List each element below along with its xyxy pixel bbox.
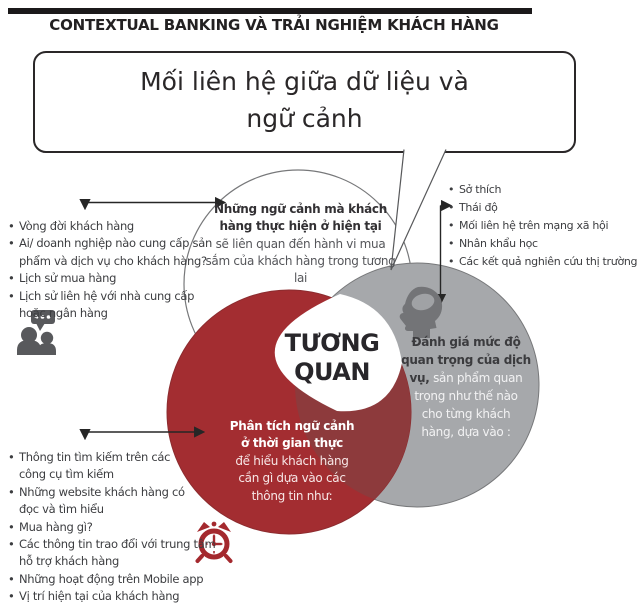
list-item: [448, 253, 640, 271]
bullet: •: [8, 271, 15, 286]
list-item: [8, 536, 248, 553]
text-line: [390, 387, 542, 405]
list-right: [448, 181, 640, 271]
text-line: [390, 351, 542, 369]
list-item-text: Lịch sử liên hệ với nhà cung cấp: [19, 288, 195, 303]
list-item-text: hỗ trợ khách hàng: [19, 554, 119, 569]
list-item: [8, 270, 243, 287]
bullet: •: [448, 183, 455, 196]
list-item-text: Nhân khẩu học: [459, 237, 538, 250]
list-item-text: công cụ tìm kiếm: [19, 467, 114, 482]
list-item-continuation: [8, 305, 243, 322]
text-line: [390, 333, 542, 351]
list-item-text: Các thông tin trao đổi với trung tâm: [19, 537, 216, 552]
list-item-text: Mối liên hệ trên mạng xã hội: [459, 219, 609, 232]
list-item: [448, 199, 640, 217]
gray-circle-text: [390, 333, 542, 441]
list-item-text: Vị trí hiện tại của khách hàng: [19, 589, 180, 604]
list-item-text: Thông tin tìm kiếm trên các: [19, 450, 171, 464]
bullet: •: [8, 537, 15, 552]
list-item-text: hoặc ngân hàng: [19, 306, 108, 321]
list-item: [448, 217, 640, 235]
list-item: [8, 235, 243, 252]
list-item-text: Các kết quả nghiên cứu thị trường: [459, 255, 638, 268]
bullet: •: [8, 519, 15, 534]
list-item-text: Mua hàng gì?: [19, 519, 93, 534]
bullet: •: [8, 236, 15, 251]
text-segment: hàng, dựa vào :: [421, 425, 511, 439]
text-segment: trọng như thế nào: [414, 389, 518, 403]
bullet: •: [8, 450, 15, 464]
list-item-continuation: [8, 253, 243, 270]
text-segment: để hiểu khách hàng: [235, 453, 349, 468]
text-segment: vụ,: [409, 371, 430, 385]
bullet: •: [448, 237, 455, 250]
list-item-text: Ai/ doanh nghiệp nào cung cấp sản: [19, 236, 212, 251]
title-line-2: ngữ cảnh: [246, 104, 363, 133]
list-item-text: Lịch sử mua hàng: [19, 271, 117, 286]
text-line: [193, 201, 408, 218]
text-segment: sản phẩm quan: [429, 371, 523, 385]
text-segment: cho từng khách: [421, 407, 511, 421]
text-line: [390, 369, 542, 387]
text-segment: Đánh giá mức độ: [411, 335, 521, 349]
text-segment: lai: [293, 271, 308, 286]
list-item-continuation: [8, 553, 248, 570]
list-item-text: đọc và tìm hiểu: [19, 502, 104, 517]
text-line: [212, 418, 372, 435]
center-label: [268, 329, 396, 386]
list-item: [8, 588, 248, 605]
bullet: •: [8, 219, 15, 233]
text-line: [390, 405, 542, 423]
list-item: [8, 519, 248, 536]
header-title: CONTEXTUAL BANKING VÀ TRẢI NGHIỆM KHÁCH HÀNG: [49, 16, 499, 34]
list-item-text: Những website khách hàng có: [19, 484, 185, 499]
text-segment: quan trọng của dịch: [401, 353, 531, 367]
text-segment: hàng thực hiện ở hiện tại: [219, 219, 382, 234]
center-label-line-2: QUAN: [294, 357, 370, 386]
list-item: [8, 218, 243, 235]
text-segment: Phân tích ngữ cảnh: [229, 419, 355, 433]
list-item-continuation: [8, 501, 248, 518]
bullet: •: [8, 589, 15, 604]
text-segment: sắm của khách hàng trong tương: [205, 253, 396, 268]
text-segment: thông tin như:: [251, 488, 333, 503]
bullet: •: [8, 571, 15, 586]
bullet: •: [8, 484, 15, 499]
text-segment: ở thời gian thực: [241, 436, 343, 451]
list-item-continuation: [8, 466, 248, 483]
text-segment: cần gì dựa vào các: [238, 471, 346, 486]
list-top-left: [8, 218, 243, 322]
list-item: [448, 235, 640, 253]
text-line: [390, 423, 542, 441]
title-line-1: Mối liên hệ giữa dữ liệu và: [140, 67, 469, 96]
list-item-text: Vòng đời khách hàng: [19, 219, 134, 233]
list-item: [8, 571, 248, 588]
bullet: •: [448, 201, 455, 214]
list-item: [448, 181, 640, 199]
list-item-text: Sở thích: [459, 183, 502, 196]
bullet: •: [448, 219, 455, 232]
list-item-text: phẩm và dịch vụ cho khách hàng?: [19, 253, 207, 268]
list-item-text: Thái độ: [459, 201, 498, 214]
list-bottom-left: [8, 449, 248, 606]
list-item-text: Những hoạt động trên Mobile app: [19, 571, 204, 586]
bullet: •: [8, 288, 15, 303]
bullet: •: [448, 255, 455, 268]
text-segment: Những ngữ cảnh mà khách: [214, 202, 387, 216]
list-item: [8, 484, 248, 501]
text-segment: sẽ liên quan đến hành vi mua: [215, 236, 386, 251]
list-item: [8, 449, 248, 466]
list-item: [8, 288, 243, 305]
center-label-line-1: TƯƠNG: [284, 329, 380, 357]
